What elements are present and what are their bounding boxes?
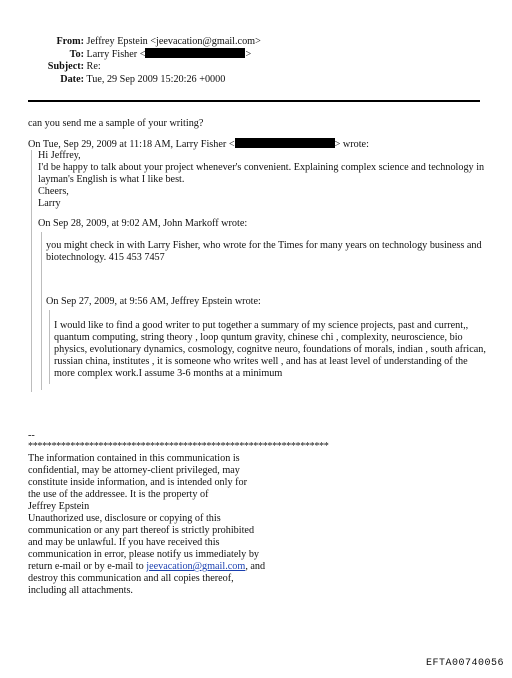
disclaimer-line: The information contained in this communication is	[28, 453, 240, 464]
redaction-block	[235, 138, 335, 148]
reply3-line: more complex work.I assume 3-6 months at a minimum	[54, 368, 283, 379]
disclaimer-email-after: , and	[245, 561, 266, 572]
disclaimer-email-line	[28, 561, 265, 573]
date-label: Date:	[60, 74, 84, 85]
disclaimer-line: Jeffrey Epstein	[28, 501, 90, 512]
from-row	[40, 36, 261, 48]
reply3-attribution: On Sep 27, 2009, at 9:56 AM, Jeffrey Epstein wrote:	[46, 296, 261, 307]
header-divider	[28, 100, 480, 102]
disclaimer-email-before: return e-mail or by e-mail to	[28, 561, 147, 572]
signature-stars: ****************************************************************	[28, 441, 329, 452]
disclaimer-line: Unauthorized use, disclosure or copying of this	[28, 513, 221, 524]
reply1-line: I'd be happy to talk about your project whenever's convenient. Explaining complex science and technology in	[38, 162, 485, 173]
from-value: Jeffrey Epstein <jeevacation@gmail.com>	[86, 36, 261, 47]
signature-dashes: --	[28, 430, 35, 441]
disclaimer-line: constitute inside information, and is intended only for	[28, 477, 247, 488]
subject-value: Re:	[86, 61, 101, 72]
redaction-block	[145, 48, 245, 58]
quote-bar-level3	[49, 310, 50, 384]
subject-label: Subject:	[47, 61, 84, 72]
subject-row	[40, 61, 101, 73]
email-link[interactable]: jeevacation@gmail.com	[146, 561, 246, 572]
reply2-line: you might check in with Larry Fisher, who wrote for the Times for many years on technology business and	[46, 240, 482, 251]
date-row	[40, 74, 225, 86]
reply1-line: Larry	[38, 198, 61, 209]
document-id: EFTA00740056	[425, 657, 504, 669]
disclaimer-line: communication in error, please notify us immediately by	[28, 549, 260, 560]
to-value-after: >	[245, 49, 252, 60]
reply1-line: Cheers,	[38, 186, 69, 197]
disclaimer-line: confidential, may be attorney-client privileged, may	[28, 465, 240, 476]
disclaimer-line: communication or any part thereof is strictly prohibited	[28, 525, 255, 536]
quote-bar-level2	[41, 232, 42, 390]
disclaimer-line: including all attachments.	[28, 585, 133, 596]
message-text: can you send me a sample of your writing?	[28, 118, 204, 129]
disclaimer-line: the use of the addressee. It is the property of	[28, 489, 209, 500]
reply1-line: layman's English is what I like best.	[38, 174, 185, 185]
reply3-line: physics, evolutionary dynamics, cosmology, cognitve neuro, foundations of morals, indian , south african,	[54, 344, 486, 355]
reply3-line: quantum computing, string theory , loop quntum gravity, chinese chi , complexity, neuroscience, bio	[54, 332, 463, 343]
reply2-line: biotechnology. 415 453 7457	[46, 252, 165, 263]
disclaimer-line: destroy this communication and all copies thereof,	[28, 573, 234, 584]
to-label: To:	[69, 49, 84, 60]
reply1-attr-after: > wrote:	[334, 139, 369, 150]
reply1-attr-before: On Tue, Sep 29, 2009 at 11:18 AM, Larry Fisher <	[28, 139, 235, 150]
reply1-line: Hi Jeffrey,	[38, 150, 81, 161]
to-row	[40, 48, 251, 61]
reply2-attribution: On Sep 28, 2009, at 9:02 AM, John Markoff wrote:	[38, 218, 248, 229]
date-value: Tue, 29 Sep 2009 15:20:26 +0000	[86, 74, 226, 85]
from-label: From:	[56, 36, 84, 47]
disclaimer-line: and may be unlawful. If you have received this	[28, 537, 220, 548]
quote-bar-level1	[31, 150, 32, 392]
reply3-line: I would like to find a good writer to put together a summary of my science projects, past and current,,	[54, 320, 469, 331]
reply3-line: russian china, institutes , it is someone who writes well , and has at least level of understanding of the	[54, 356, 468, 367]
to-value-before: Larry Fisher <	[86, 49, 146, 60]
